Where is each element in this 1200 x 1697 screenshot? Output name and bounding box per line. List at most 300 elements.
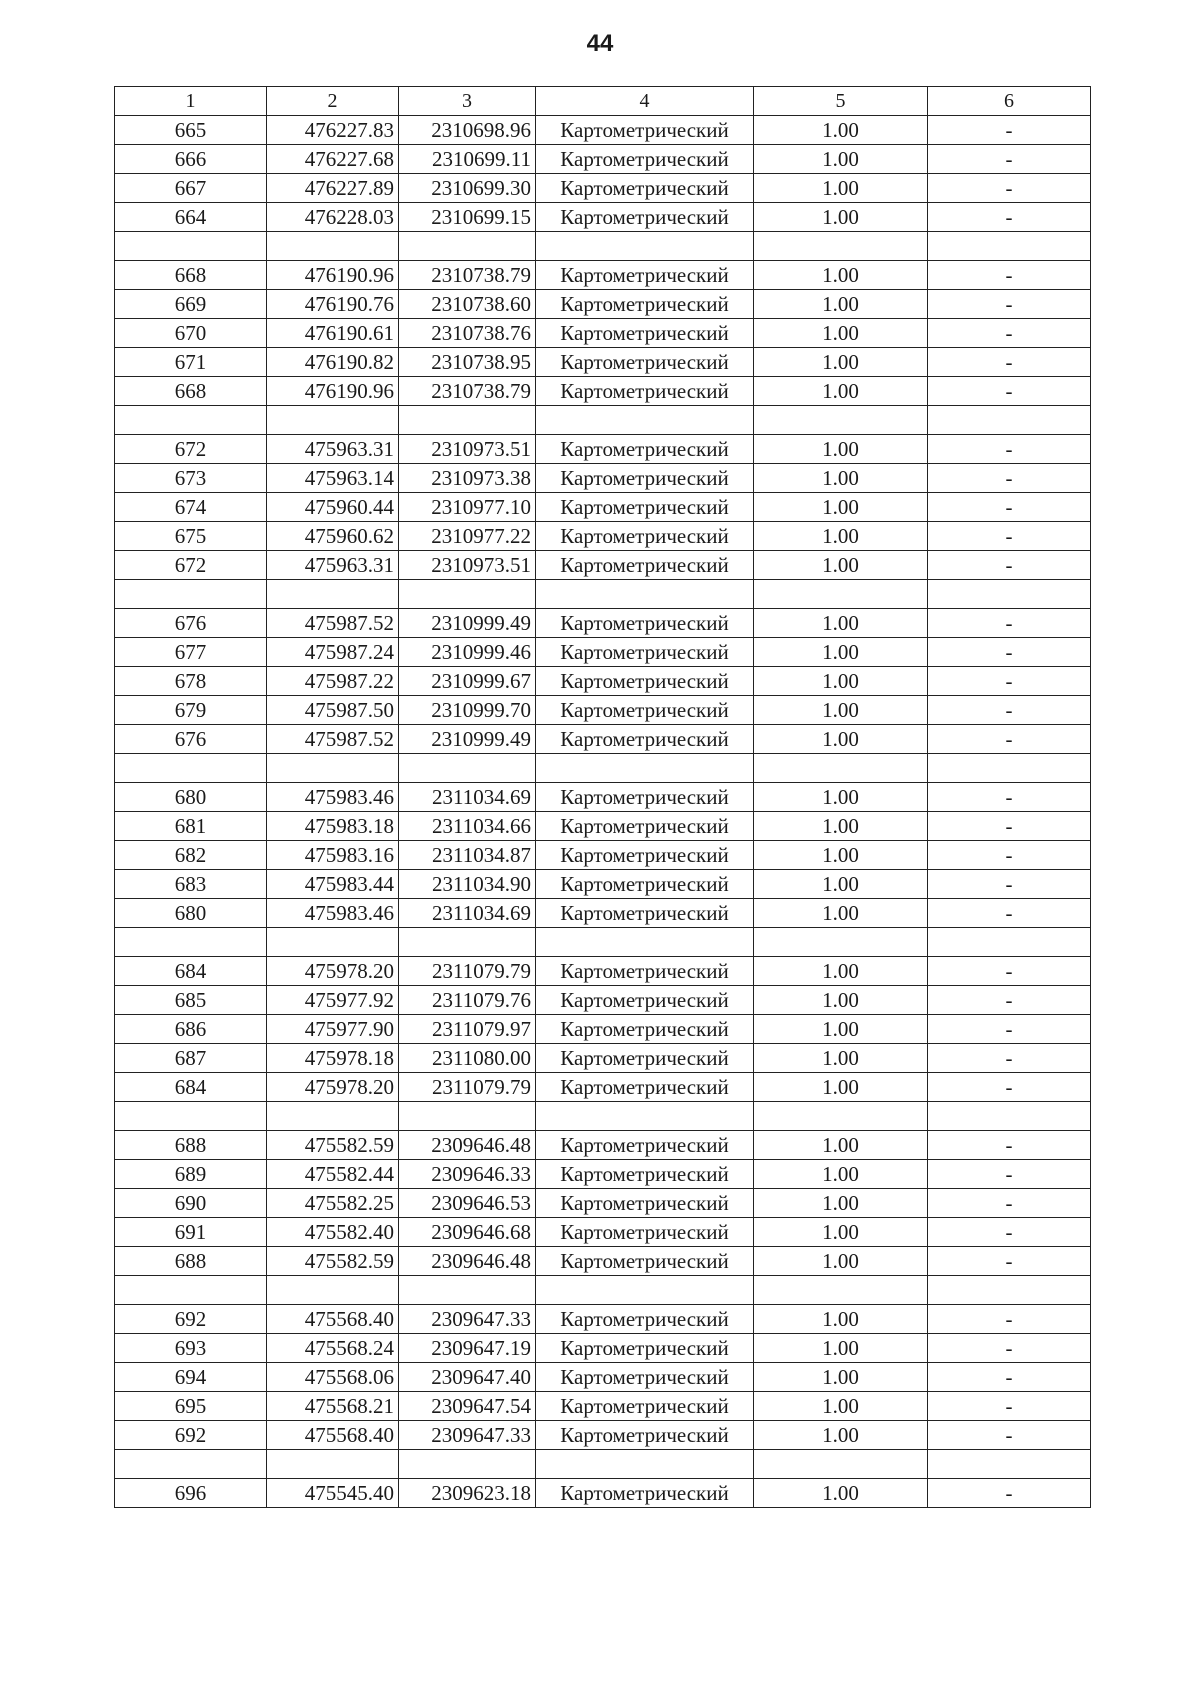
method-cell: Картометрический — [536, 609, 754, 638]
accuracy-cell: 1.00 — [754, 493, 928, 522]
empty-cell — [399, 754, 536, 783]
accuracy-cell: 1.00 — [754, 986, 928, 1015]
point-number-cell: 671 — [115, 348, 267, 377]
empty-cell — [267, 1276, 399, 1305]
point-number-cell: 670 — [115, 319, 267, 348]
empty-cell — [754, 1102, 928, 1131]
point-number-cell: 678 — [115, 667, 267, 696]
separator-row — [115, 1102, 1091, 1131]
x-coordinate-cell: 475977.92 — [267, 986, 399, 1015]
method-cell: Картометрический — [536, 1421, 754, 1450]
method-cell: Картометрический — [536, 348, 754, 377]
table-row — [115, 116, 1091, 145]
accuracy-cell: 1.00 — [754, 551, 928, 580]
note-cell: - — [928, 957, 1091, 986]
method-cell: Картометрический — [536, 1015, 754, 1044]
y-coordinate-cell: 2309647.33 — [399, 1305, 536, 1334]
method-cell: Картометрический — [536, 174, 754, 203]
note-cell: - — [928, 522, 1091, 551]
y-coordinate-cell: 2310699.30 — [399, 174, 536, 203]
x-coordinate-cell: 475963.31 — [267, 435, 399, 464]
table-body — [115, 116, 1091, 1508]
note-cell: - — [928, 1218, 1091, 1247]
accuracy-cell: 1.00 — [754, 899, 928, 928]
x-coordinate-cell: 475568.40 — [267, 1421, 399, 1450]
accuracy-cell: 1.00 — [754, 783, 928, 812]
note-cell: - — [928, 1044, 1091, 1073]
accuracy-cell: 1.00 — [754, 1218, 928, 1247]
accuracy-cell: 1.00 — [754, 725, 928, 754]
empty-cell — [754, 1276, 928, 1305]
method-cell: Картометрический — [536, 1392, 754, 1421]
point-number-cell: 666 — [115, 145, 267, 174]
empty-cell — [115, 754, 267, 783]
note-cell: - — [928, 667, 1091, 696]
method-cell: Картометрический — [536, 1218, 754, 1247]
method-cell: Картометрический — [536, 290, 754, 319]
accuracy-cell: 1.00 — [754, 841, 928, 870]
y-coordinate-cell: 2309646.48 — [399, 1247, 536, 1276]
table-row — [115, 725, 1091, 754]
point-number-cell: 684 — [115, 1073, 267, 1102]
x-coordinate-cell: 475963.14 — [267, 464, 399, 493]
y-coordinate-cell: 2310999.67 — [399, 667, 536, 696]
accuracy-cell: 1.00 — [754, 522, 928, 551]
empty-cell — [754, 232, 928, 261]
point-number-cell: 682 — [115, 841, 267, 870]
method-cell: Картометрический — [536, 1479, 754, 1508]
empty-cell — [536, 1102, 754, 1131]
y-coordinate-cell: 2309646.68 — [399, 1218, 536, 1247]
note-cell: - — [928, 1160, 1091, 1189]
y-coordinate-cell: 2309646.53 — [399, 1189, 536, 1218]
table-row — [115, 522, 1091, 551]
x-coordinate-cell: 476227.83 — [267, 116, 399, 145]
accuracy-cell: 1.00 — [754, 957, 928, 986]
method-cell: Картометрический — [536, 899, 754, 928]
empty-cell — [115, 1276, 267, 1305]
empty-cell — [399, 580, 536, 609]
table-row — [115, 377, 1091, 406]
x-coordinate-cell: 475987.52 — [267, 609, 399, 638]
x-coordinate-cell: 475582.59 — [267, 1131, 399, 1160]
method-cell: Картометрический — [536, 812, 754, 841]
y-coordinate-cell: 2310738.79 — [399, 377, 536, 406]
x-coordinate-cell: 475582.59 — [267, 1247, 399, 1276]
table-row — [115, 1189, 1091, 1218]
separator-row — [115, 754, 1091, 783]
empty-cell — [754, 928, 928, 957]
note-cell: - — [928, 1015, 1091, 1044]
x-coordinate-cell: 475978.18 — [267, 1044, 399, 1073]
table-header — [115, 87, 1091, 116]
y-coordinate-cell: 2309647.54 — [399, 1392, 536, 1421]
accuracy-cell: 1.00 — [754, 377, 928, 406]
note-cell: - — [928, 986, 1091, 1015]
method-cell: Картометрический — [536, 464, 754, 493]
note-cell: - — [928, 841, 1091, 870]
x-coordinate-cell: 476190.96 — [267, 377, 399, 406]
separator-row — [115, 232, 1091, 261]
table-row — [115, 1479, 1091, 1508]
empty-cell — [115, 406, 267, 435]
empty-cell — [536, 1276, 754, 1305]
table-row — [115, 1392, 1091, 1421]
empty-cell — [928, 928, 1091, 957]
method-cell: Картометрический — [536, 1189, 754, 1218]
point-number-cell: 688 — [115, 1131, 267, 1160]
accuracy-cell: 1.00 — [754, 638, 928, 667]
empty-cell — [115, 1450, 267, 1479]
table-row — [115, 899, 1091, 928]
point-number-cell: 687 — [115, 1044, 267, 1073]
column-header-3: 3 — [399, 87, 536, 116]
y-coordinate-cell: 2310977.10 — [399, 493, 536, 522]
coordinates-table — [114, 86, 1091, 1508]
table-row — [115, 783, 1091, 812]
empty-cell — [267, 232, 399, 261]
column-header-2: 2 — [267, 87, 399, 116]
method-cell: Картометрический — [536, 203, 754, 232]
point-number-cell: 691 — [115, 1218, 267, 1247]
point-number-cell: 679 — [115, 696, 267, 725]
method-cell: Картометрический — [536, 957, 754, 986]
point-number-cell: 668 — [115, 261, 267, 290]
accuracy-cell: 1.00 — [754, 609, 928, 638]
accuracy-cell: 1.00 — [754, 812, 928, 841]
x-coordinate-cell: 475582.25 — [267, 1189, 399, 1218]
method-cell: Картометрический — [536, 986, 754, 1015]
note-cell: - — [928, 696, 1091, 725]
note-cell: - — [928, 1334, 1091, 1363]
empty-cell — [267, 928, 399, 957]
x-coordinate-cell: 475983.46 — [267, 783, 399, 812]
point-number-cell: 676 — [115, 725, 267, 754]
y-coordinate-cell: 2310973.38 — [399, 464, 536, 493]
accuracy-cell: 1.00 — [754, 116, 928, 145]
table-row — [115, 261, 1091, 290]
table-row — [115, 812, 1091, 841]
accuracy-cell: 1.00 — [754, 667, 928, 696]
y-coordinate-cell: 2310973.51 — [399, 551, 536, 580]
x-coordinate-cell: 475978.20 — [267, 957, 399, 986]
point-number-cell: 664 — [115, 203, 267, 232]
table-row — [115, 638, 1091, 667]
x-coordinate-cell: 475582.40 — [267, 1218, 399, 1247]
empty-cell — [267, 406, 399, 435]
x-coordinate-cell: 475987.24 — [267, 638, 399, 667]
empty-cell — [928, 1276, 1091, 1305]
accuracy-cell: 1.00 — [754, 1392, 928, 1421]
method-cell: Картометрический — [536, 1044, 754, 1073]
table-row — [115, 145, 1091, 174]
table-row — [115, 1160, 1091, 1189]
y-coordinate-cell: 2310999.70 — [399, 696, 536, 725]
x-coordinate-cell: 475977.90 — [267, 1015, 399, 1044]
x-coordinate-cell: 475987.52 — [267, 725, 399, 754]
empty-cell — [115, 1102, 267, 1131]
table-row — [115, 957, 1091, 986]
note-cell: - — [928, 638, 1091, 667]
x-coordinate-cell: 475983.46 — [267, 899, 399, 928]
empty-cell — [399, 232, 536, 261]
y-coordinate-cell: 2309646.48 — [399, 1131, 536, 1160]
empty-cell — [115, 928, 267, 957]
method-cell: Картометрический — [536, 638, 754, 667]
x-coordinate-cell: 475545.40 — [267, 1479, 399, 1508]
table-row — [115, 1073, 1091, 1102]
accuracy-cell: 1.00 — [754, 696, 928, 725]
point-number-cell: 690 — [115, 1189, 267, 1218]
note-cell: - — [928, 1392, 1091, 1421]
point-number-cell: 685 — [115, 986, 267, 1015]
note-cell: - — [928, 783, 1091, 812]
table-row — [115, 1218, 1091, 1247]
x-coordinate-cell: 475987.22 — [267, 667, 399, 696]
empty-cell — [267, 754, 399, 783]
table-row — [115, 1015, 1091, 1044]
y-coordinate-cell: 2311034.69 — [399, 783, 536, 812]
separator-row — [115, 580, 1091, 609]
accuracy-cell: 1.00 — [754, 1073, 928, 1102]
note-cell: - — [928, 1363, 1091, 1392]
empty-cell — [754, 406, 928, 435]
table-row — [115, 319, 1091, 348]
point-number-cell: 692 — [115, 1421, 267, 1450]
y-coordinate-cell: 2310738.76 — [399, 319, 536, 348]
accuracy-cell: 1.00 — [754, 145, 928, 174]
note-cell: - — [928, 870, 1091, 899]
note-cell: - — [928, 464, 1091, 493]
note-cell: - — [928, 609, 1091, 638]
x-coordinate-cell: 475983.16 — [267, 841, 399, 870]
y-coordinate-cell: 2310738.95 — [399, 348, 536, 377]
y-coordinate-cell: 2310977.22 — [399, 522, 536, 551]
accuracy-cell: 1.00 — [754, 870, 928, 899]
empty-cell — [536, 1450, 754, 1479]
note-cell: - — [928, 1305, 1091, 1334]
table-row — [115, 1421, 1091, 1450]
point-number-cell: 674 — [115, 493, 267, 522]
point-number-cell: 667 — [115, 174, 267, 203]
accuracy-cell: 1.00 — [754, 319, 928, 348]
y-coordinate-cell: 2310973.51 — [399, 435, 536, 464]
point-number-cell: 683 — [115, 870, 267, 899]
note-cell: - — [928, 435, 1091, 464]
method-cell: Картометрический — [536, 783, 754, 812]
empty-cell — [399, 1276, 536, 1305]
x-coordinate-cell: 475568.06 — [267, 1363, 399, 1392]
x-coordinate-cell: 476227.89 — [267, 174, 399, 203]
point-number-cell: 677 — [115, 638, 267, 667]
separator-row — [115, 406, 1091, 435]
point-number-cell: 694 — [115, 1363, 267, 1392]
method-cell: Картометрический — [536, 377, 754, 406]
empty-cell — [536, 232, 754, 261]
accuracy-cell: 1.00 — [754, 1334, 928, 1363]
column-header-1: 1 — [115, 87, 267, 116]
table-row — [115, 290, 1091, 319]
method-cell: Картометрический — [536, 551, 754, 580]
empty-cell — [115, 580, 267, 609]
method-cell: Картометрический — [536, 1363, 754, 1392]
method-cell: Картометрический — [536, 1334, 754, 1363]
note-cell: - — [928, 116, 1091, 145]
accuracy-cell: 1.00 — [754, 1044, 928, 1073]
y-coordinate-cell: 2309647.40 — [399, 1363, 536, 1392]
note-cell: - — [928, 203, 1091, 232]
column-header-5: 5 — [754, 87, 928, 116]
y-coordinate-cell: 2309647.19 — [399, 1334, 536, 1363]
x-coordinate-cell: 476190.61 — [267, 319, 399, 348]
x-coordinate-cell: 475582.44 — [267, 1160, 399, 1189]
point-number-cell: 680 — [115, 899, 267, 928]
y-coordinate-cell: 2311079.76 — [399, 986, 536, 1015]
column-header-6: 6 — [928, 87, 1091, 116]
empty-cell — [754, 1450, 928, 1479]
table-row — [115, 348, 1091, 377]
empty-cell — [754, 580, 928, 609]
method-cell: Картометрический — [536, 522, 754, 551]
note-cell: - — [928, 174, 1091, 203]
x-coordinate-cell: 476228.03 — [267, 203, 399, 232]
point-number-cell: 695 — [115, 1392, 267, 1421]
empty-cell — [536, 754, 754, 783]
point-number-cell: 681 — [115, 812, 267, 841]
note-cell: - — [928, 261, 1091, 290]
y-coordinate-cell: 2310699.15 — [399, 203, 536, 232]
separator-row — [115, 1450, 1091, 1479]
method-cell: Картометрический — [536, 1247, 754, 1276]
point-number-cell: 696 — [115, 1479, 267, 1508]
accuracy-cell: 1.00 — [754, 348, 928, 377]
table-row — [115, 667, 1091, 696]
empty-cell — [754, 754, 928, 783]
empty-cell — [267, 1102, 399, 1131]
empty-cell — [399, 928, 536, 957]
method-cell: Картометрический — [536, 145, 754, 174]
method-cell: Картометрический — [536, 1131, 754, 1160]
x-coordinate-cell: 475983.44 — [267, 870, 399, 899]
accuracy-cell: 1.00 — [754, 1479, 928, 1508]
table-row — [115, 1363, 1091, 1392]
table-row — [115, 870, 1091, 899]
method-cell: Картометрический — [536, 435, 754, 464]
method-cell: Картометрический — [536, 667, 754, 696]
table-row — [115, 696, 1091, 725]
point-number-cell: 692 — [115, 1305, 267, 1334]
empty-cell — [536, 406, 754, 435]
empty-cell — [267, 1450, 399, 1479]
empty-cell — [928, 1102, 1091, 1131]
point-number-cell: 676 — [115, 609, 267, 638]
y-coordinate-cell: 2311079.97 — [399, 1015, 536, 1044]
y-coordinate-cell: 2309623.18 — [399, 1479, 536, 1508]
empty-cell — [399, 1450, 536, 1479]
accuracy-cell: 1.00 — [754, 1015, 928, 1044]
accuracy-cell: 1.00 — [754, 1160, 928, 1189]
x-coordinate-cell: 475568.24 — [267, 1334, 399, 1363]
empty-cell — [399, 406, 536, 435]
note-cell: - — [928, 1131, 1091, 1160]
note-cell: - — [928, 493, 1091, 522]
y-coordinate-cell: 2310999.49 — [399, 609, 536, 638]
empty-cell — [267, 580, 399, 609]
note-cell: - — [928, 1421, 1091, 1450]
point-number-cell: 689 — [115, 1160, 267, 1189]
point-number-cell: 668 — [115, 377, 267, 406]
x-coordinate-cell: 475568.21 — [267, 1392, 399, 1421]
x-coordinate-cell: 476190.82 — [267, 348, 399, 377]
column-header-4: 4 — [536, 87, 754, 116]
y-coordinate-cell: 2310699.11 — [399, 145, 536, 174]
table-row — [115, 986, 1091, 1015]
point-number-cell: 665 — [115, 116, 267, 145]
empty-cell — [115, 232, 267, 261]
header-row — [115, 87, 1091, 116]
empty-cell — [928, 406, 1091, 435]
table-row — [115, 1247, 1091, 1276]
y-coordinate-cell: 2309646.33 — [399, 1160, 536, 1189]
method-cell: Картометрический — [536, 725, 754, 754]
y-coordinate-cell: 2311079.79 — [399, 957, 536, 986]
x-coordinate-cell: 476190.76 — [267, 290, 399, 319]
y-coordinate-cell: 2311034.90 — [399, 870, 536, 899]
note-cell: - — [928, 899, 1091, 928]
x-coordinate-cell: 475983.18 — [267, 812, 399, 841]
x-coordinate-cell: 475987.50 — [267, 696, 399, 725]
note-cell: - — [928, 551, 1091, 580]
table-row — [115, 174, 1091, 203]
y-coordinate-cell: 2310738.60 — [399, 290, 536, 319]
y-coordinate-cell: 2311034.69 — [399, 899, 536, 928]
accuracy-cell: 1.00 — [754, 1131, 928, 1160]
note-cell: - — [928, 1479, 1091, 1508]
y-coordinate-cell: 2311034.87 — [399, 841, 536, 870]
point-number-cell: 688 — [115, 1247, 267, 1276]
separator-row — [115, 1276, 1091, 1305]
accuracy-cell: 1.00 — [754, 1421, 928, 1450]
point-number-cell: 693 — [115, 1334, 267, 1363]
x-coordinate-cell: 475960.62 — [267, 522, 399, 551]
table-row — [115, 435, 1091, 464]
accuracy-cell: 1.00 — [754, 174, 928, 203]
method-cell: Картометрический — [536, 1160, 754, 1189]
point-number-cell: 672 — [115, 435, 267, 464]
page-number: 44 — [586, 30, 614, 57]
table-row — [115, 609, 1091, 638]
note-cell: - — [928, 1189, 1091, 1218]
table-row — [115, 1305, 1091, 1334]
y-coordinate-cell: 2311034.66 — [399, 812, 536, 841]
y-coordinate-cell: 2310999.46 — [399, 638, 536, 667]
method-cell: Картометрический — [536, 261, 754, 290]
table-row — [115, 1044, 1091, 1073]
accuracy-cell: 1.00 — [754, 261, 928, 290]
table-row — [115, 1131, 1091, 1160]
x-coordinate-cell: 475978.20 — [267, 1073, 399, 1102]
table-row — [115, 464, 1091, 493]
note-cell: - — [928, 1247, 1091, 1276]
y-coordinate-cell: 2310738.79 — [399, 261, 536, 290]
note-cell: - — [928, 1073, 1091, 1102]
accuracy-cell: 1.00 — [754, 1247, 928, 1276]
method-cell: Картометрический — [536, 696, 754, 725]
note-cell: - — [928, 319, 1091, 348]
point-number-cell: 672 — [115, 551, 267, 580]
y-coordinate-cell: 2310999.49 — [399, 725, 536, 754]
point-number-cell: 669 — [115, 290, 267, 319]
